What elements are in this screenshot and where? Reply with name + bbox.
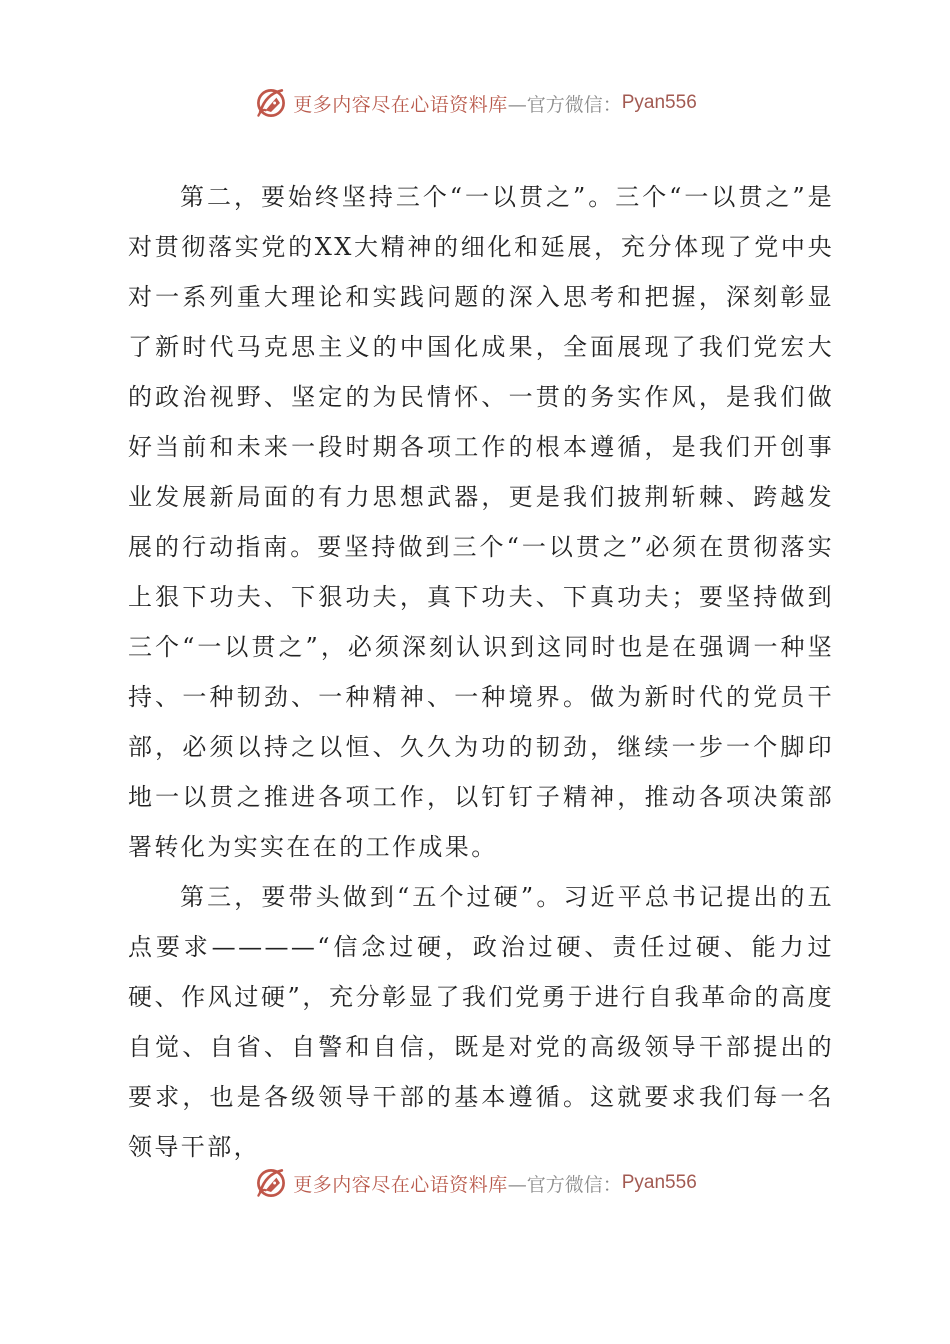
- pen-nib-logo-icon: [253, 1165, 289, 1201]
- footer-brand-text: 更多内容尽在心语资料库: [293, 1173, 508, 1196]
- header-watermark-banner: [0, 83, 950, 123]
- footer-wechat-id: Pyan556: [621, 1172, 697, 1193]
- document-body: [128, 172, 834, 1172]
- pen-nib-logo-icon: [253, 85, 289, 121]
- header-contact-label: —官方微信：: [507, 93, 622, 116]
- footer-contact-label: —官方微信：: [507, 1173, 622, 1196]
- footer-watermark-banner: [0, 1163, 950, 1203]
- header-wechat-id: Pyan556: [621, 92, 697, 113]
- paragraph-second-point: 第二，要始终坚持三个“一以贯之”。三个“一以贯之”是对贯彻落实党的XX大精神的细化和延展，充分体现了党中央对一系列重大理论和实践问题的深入思考和把握，深刻彰显了新时代马克思主义的中国化成果，全面展现了我们党宏大的政治视野、坚定的为民情怀、一贯的务实作风，是我们做好当前和未来一段时期各项工作的根本遵循，是我们开创事业发展新局面的有力思想武器，更是我们披荆斩棘、跨越发展的行动指南。要坚持做到三个“一以贯之”必须在贯彻落实上狠下功夫、下狠功夫，真下功夫、下真功夫；要坚持做到三个“一以贯之”，必须深刻认识到这同时也是在强调一种坚持、一种韧劲、一种精神、一种境界。做为新时代的党员干部，必须以持之以恒、久久为功的韧劲，继续一步一个脚印地一以贯之推进各项工作，以钉钉子精神，推动各项决策部署转化为实实在在的工作成果。: [128, 183, 834, 861]
- header-brand-text: 更多内容尽在心语资料库: [293, 93, 508, 116]
- paragraph-third-point: 第三，要带头做到“五个过硬”。习近平总书记提出的五点要求————“信念过硬，政治过硬、责任过硬、能力过硬、作风过硬”，充分彰显了我们党勇于进行自我革命的高度自觉、自省、自警和自信，既是对党的高级领导干部提出的要求，也是各级领导干部的基本遵循。这就要求我们每一名领导干部，: [128, 883, 834, 1161]
